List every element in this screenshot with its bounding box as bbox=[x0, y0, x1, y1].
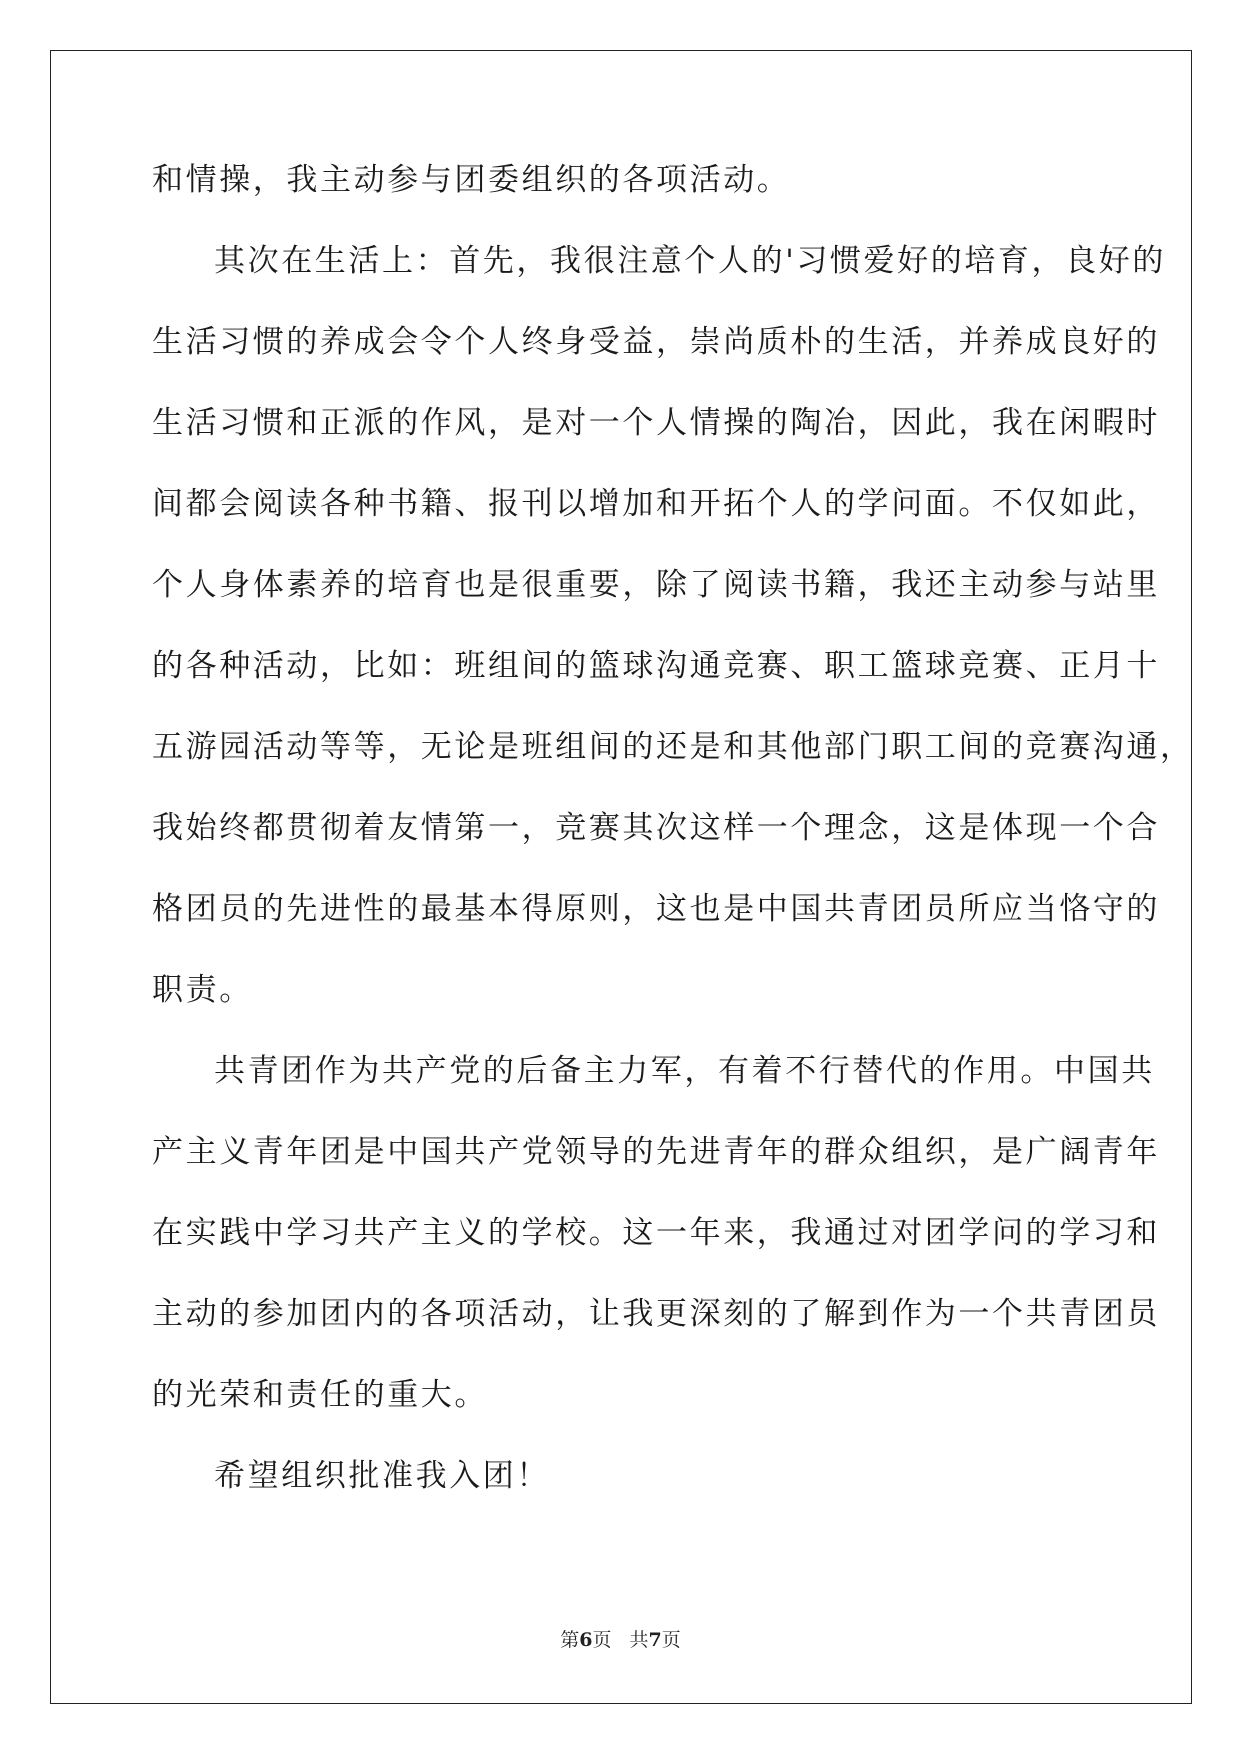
text-line: 产主义青年团是中国共产党领导的先进青年的群众组织，是广阔青年 bbox=[152, 1134, 1160, 1170]
page-total: 7 bbox=[648, 1629, 662, 1651]
text-line: 格团员的先进性的最基本得原则，这也是中国共青团员所应当恪守的 bbox=[152, 891, 1160, 927]
text-line: 职责。 bbox=[152, 972, 253, 1008]
text-line: 和情操，我主动参与团委组织的各项活动。 bbox=[152, 162, 791, 198]
text-line: 在实践中学习共产主义的学校。这一年来，我通过对团学问的学习和 bbox=[152, 1215, 1160, 1251]
document-body bbox=[152, 160, 1194, 1537]
paragraph-start-line: 其次在生活上：首先，我很注意个人的'习惯爱好的培育，良好的 bbox=[214, 243, 1166, 279]
text-line: 生活习惯和正派的作风，是对一个人情操的陶冶，因此，我在闲暇时 bbox=[152, 405, 1160, 441]
page-current: 6 bbox=[579, 1629, 593, 1651]
text-line: 的各种活动，比如：班组间的篮球沟通竞赛、职工篮球竞赛、正月十 bbox=[152, 648, 1160, 684]
text-line: 我始终都贯彻着友情第一，竞赛其次这样一个理念，这是体现一个合 bbox=[152, 810, 1160, 846]
page-unit: 页 bbox=[592, 1629, 612, 1651]
closing-line: 希望组织批准我入团！ bbox=[214, 1458, 550, 1494]
text-line: 主动的参加团内的各项活动，让我更深刻的了解到作为一个共青团员 bbox=[152, 1296, 1160, 1332]
text-line: 个人身体素养的培育也是很重要，除了阅读书籍，我还主动参与站里 bbox=[152, 567, 1160, 603]
text-line: 间都会阅读各种书籍、报刊以增加和开拓个人的学问面。不仅如此， bbox=[152, 486, 1160, 522]
page-footer bbox=[0, 1628, 1241, 1652]
text-line: 的光荣和责任的重大。 bbox=[152, 1377, 488, 1413]
page-prefix: 第 bbox=[560, 1629, 580, 1651]
paragraph-start-line: 共青团作为共产党的后备主力军，有着不行替代的作用。中国共 bbox=[214, 1053, 1155, 1089]
text-line: 生活习惯的养成会令个人终身受益，崇尚质朴的生活，并养成良好的 bbox=[152, 324, 1160, 360]
total-unit: 页 bbox=[661, 1629, 681, 1651]
text-line: 五游园活动等等，无论是班组间的还是和其他部门职工间的竞赛沟通， bbox=[152, 729, 1194, 765]
total-prefix: 共 bbox=[629, 1629, 649, 1651]
